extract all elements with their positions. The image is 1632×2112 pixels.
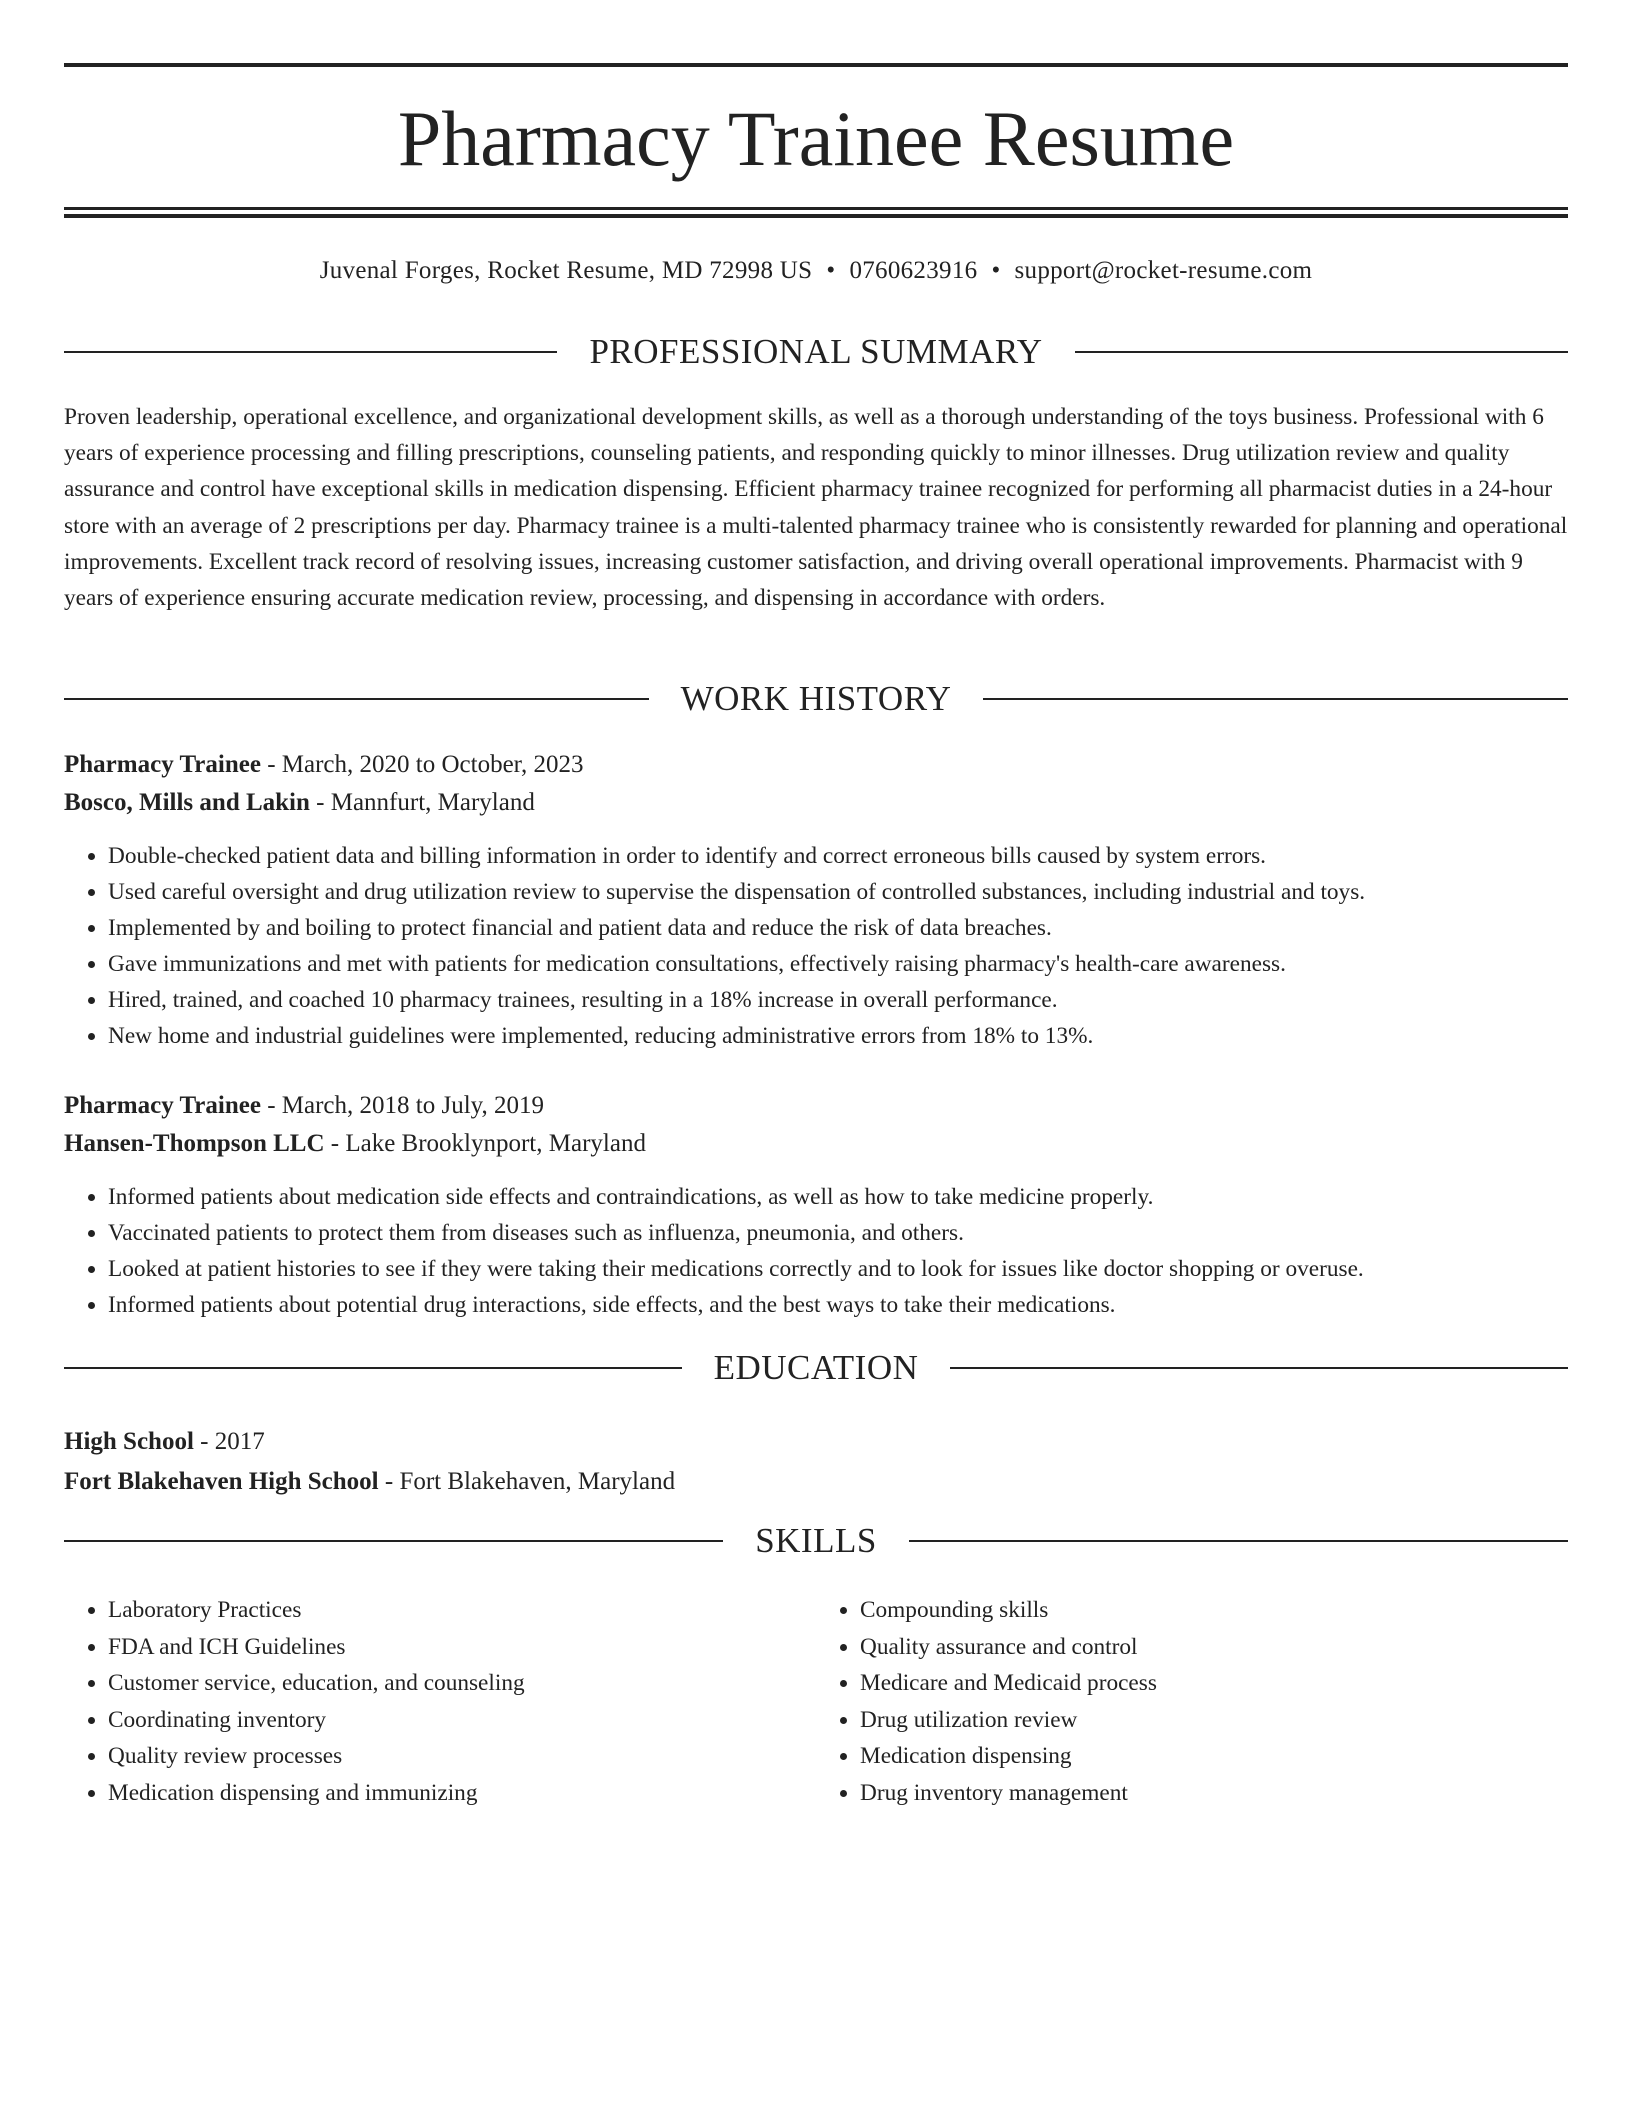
section-rule-right <box>909 1540 1568 1542</box>
work-section-header <box>64 677 1568 721</box>
list-item: • Laboratory Practices <box>108 1592 816 1629</box>
list-item: • Drug utilization review <box>860 1702 1568 1739</box>
section-rule-right <box>1075 351 1568 353</box>
section-rule-right <box>950 1367 1568 1369</box>
list-item: • Used careful oversight and drug utilization review to supervise the dispensation of controlled substances, including industrial and toys. <box>108 874 1568 910</box>
education-year: - 2017 <box>193 1428 265 1455</box>
page-title: Pharmacy Trainee Resume <box>397 95 1235 182</box>
skills-section-header <box>64 1519 1568 1563</box>
list-item: • Quality assurance and control <box>860 1629 1568 1666</box>
list-item: • FDA and ICH Guidelines <box>108 1629 816 1666</box>
section-rule-left <box>64 1367 682 1369</box>
education-school-line <box>64 1463 1568 1501</box>
list-item: • Customer service, education, and counseling <box>108 1665 816 1702</box>
skills-column-left <box>64 1592 816 1811</box>
list-item: • Medication dispensing <box>860 1738 1568 1775</box>
skills-heading: SKILLS <box>755 1521 877 1560</box>
list-item: • Informed patients about medication side effects and contraindications, as well as how to take medicine properly. <box>108 1179 1568 1215</box>
skills-list <box>64 1592 1568 1811</box>
job-location: - Mannfurt, Maryland <box>309 789 535 816</box>
summary-heading: PROFESSIONAL SUMMARY <box>589 332 1043 371</box>
job-location: - Lake Brooklynport, Maryland <box>324 1130 646 1157</box>
education-section-header <box>64 1346 1568 1390</box>
job-company: Bosco, Mills and Lakin <box>64 789 310 816</box>
section-rule-left <box>64 351 557 353</box>
list-item: • Drug inventory management <box>860 1775 1568 1812</box>
skills-column-right <box>816 1592 1568 1811</box>
list-item: • Double-checked patient data and billing information in order to identify and correct erroneous bills caused by system errors. <box>108 838 1568 874</box>
list-item: • Looked at patient histories to see if they were taking their medications correctly and to look for issues like doctor shopping or overuse. <box>108 1251 1568 1287</box>
list-item: • Compounding skills <box>860 1592 1568 1629</box>
section-rule-left <box>64 698 649 700</box>
work-heading: WORK HISTORY <box>680 679 952 718</box>
education-heading: EDUCATION <box>713 1348 919 1387</box>
education-degree-line <box>64 1423 1568 1461</box>
list-item: • Gave immunizations and met with patients for medication consultations, effectively raising pharmacy's health-care awareness. <box>108 946 1568 982</box>
education-degree: High School <box>64 1428 194 1455</box>
job-role: Pharmacy Trainee <box>64 751 261 778</box>
list-item: • Hired, trained, and coached 10 pharmacy trainees, resulting in a 18% increase in overall performance. <box>108 982 1568 1018</box>
job-title-line <box>64 746 1568 784</box>
education-location: - Fort Blakehaven, Maryland <box>378 1468 676 1495</box>
job-company: Hansen-Thompson LLC <box>64 1130 325 1157</box>
education-entry <box>64 1423 1568 1501</box>
job-bullet-list <box>64 838 1568 1054</box>
job-role: Pharmacy Trainee <box>64 1092 261 1119</box>
contact-email: support@rocket-resume.com <box>1014 257 1313 284</box>
job-dates: - March, 2018 to July, 2019 <box>260 1092 545 1119</box>
list-item: • Vaccinated patients to protect them from diseases such as influenza, pneumonia, and others. <box>108 1215 1568 1251</box>
job-entry <box>64 1087 1568 1323</box>
list-item: • Informed patients about potential drug interactions, side effects, and the best ways to take their medications. <box>108 1287 1568 1323</box>
contact-separator: • <box>991 257 1001 284</box>
contact-line <box>64 254 1568 288</box>
section-rule-right <box>983 698 1568 700</box>
job-company-line <box>64 784 1568 822</box>
list-item: • New home and industrial guidelines were implemented, reducing administrative errors from 18% to 13%. <box>108 1018 1568 1054</box>
job-bullet-list <box>64 1179 1568 1323</box>
job-company-line <box>64 1125 1568 1163</box>
list-item: • Medication dispensing and immunizing <box>108 1775 816 1812</box>
title-double-rule <box>64 207 1568 218</box>
job-entry <box>64 746 1568 1054</box>
contact-separator: • <box>826 257 836 284</box>
education-school: Fort Blakehaven High School <box>64 1468 379 1495</box>
section-rule-left <box>64 1540 723 1542</box>
top-rule <box>64 63 1568 67</box>
job-title-line <box>64 1087 1568 1125</box>
job-dates: - March, 2020 to October, 2023 <box>260 751 584 778</box>
list-item: • Quality review processes <box>108 1738 816 1775</box>
list-item: • Implemented by and boiling to protect financial and patient data and reduce the risk of data breaches. <box>108 910 1568 946</box>
contact-address: Juvenal Forges, Rocket Resume, MD 72998 US <box>319 257 813 284</box>
summary-section-header <box>64 330 1568 374</box>
list-item: • Medicare and Medicaid process <box>860 1665 1568 1702</box>
list-item: • Coordinating inventory <box>108 1702 816 1739</box>
contact-phone: 0760623916 <box>849 257 978 284</box>
summary-text: Proven leadership, operational excellence, and organizational development skills, as well as a thorough understanding of the toys business. Professional with 6 years of experience processing and filling prescriptions, counseling patients, and responding quickly to minor illnesses. Drug utilization review and quality assurance and control have exceptional skills in medication dispensing. Efficient pharmacy trainee recognized for performing all pharmacist duties in a 24-hour store with an average of 2 prescriptions per day. Pharmacy trainee is a multi-talented pharmacy trainee who is consistently rewarded for planning and operational improvements. Excellent track record of resolving issues, increasing customer satisfaction, and driving overall operational improvements. Pharmacist with 9 years of experience ensuring accurate medication review, processing, and dispensing in accordance with orders. <box>64 404 1568 612</box>
